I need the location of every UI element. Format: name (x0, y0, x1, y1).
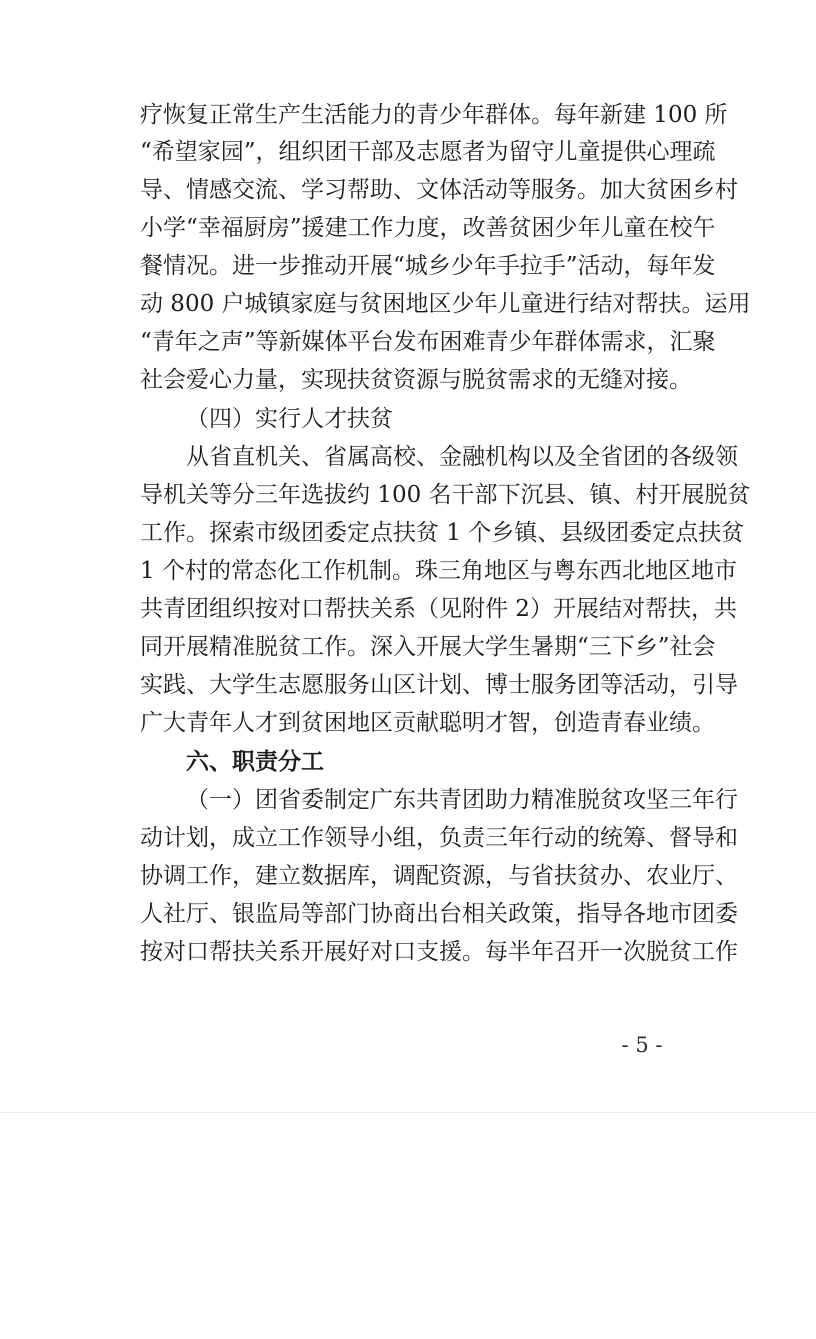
paragraph-line: 动计划，成立工作领导小组，负责三年行动的统筹、督导和 (140, 825, 738, 851)
section-heading: 六、职责分工 (186, 748, 324, 775)
paragraph-line: 人社厅、银监局等部门协商出台相关政策，指导各地市团委 (140, 901, 738, 927)
paragraph-line: 同开展精准脱贫工作。深入开展大学生暑期“三下乡”社会 (140, 634, 716, 660)
subsection-heading: （四）实行人才扶贫 (186, 406, 393, 432)
paragraph-line: “希望家园”，组织团干部及志愿者为留守儿童提供心理疏 (140, 139, 716, 165)
paragraph-line: 广大青年人才到贫困地区贡献聪明才智，创造青春业绩。 (140, 710, 715, 736)
paragraph-line: 按对口帮扶关系开展好对口支援。每半年召开一次脱贫工作 (140, 939, 738, 965)
paragraph-line: 从省直机关、省属高校、金融机构以及全省团的各级领 (186, 444, 738, 470)
paragraph-line: 小学“幸福厨房”援建工作力度，改善贫困少年儿童在校午 (140, 215, 716, 241)
paragraph-line: 1 个村的常态化工作机制。珠三角地区与粤东西北地区地市 (140, 558, 737, 584)
paragraph-line: 协调工作，建立数据库，调配资源，与省扶贫办、农业厅、 (140, 863, 738, 889)
paragraph-line: 导机关等分三年选拔约 100 名干部下沉县、镇、村开展脱贫 (140, 482, 751, 508)
paragraph-line: “青年之声”等新媒体平台发布困难青少年群体需求，汇聚 (140, 329, 716, 355)
paragraph-line: 工作。探索市级团委定点扶贫 1 个乡镇、县级团委定点扶贫 (140, 520, 745, 546)
paragraph-line: 社会爱心力量，实现扶贫资源与脱贫需求的无缝对接。 (140, 367, 692, 393)
paragraph-line: 动 800 户城镇家庭与贫困地区少年儿童进行结对帮扶。运用 (140, 291, 751, 317)
paragraph-line: 餐情况。进一步推动开展“城乡少年手拉手”活动，每年发 (140, 253, 716, 279)
scan-edge-divider (0, 1112, 816, 1113)
paragraph-line: 导、情感交流、学习帮助、文体活动等服务。加大贫困乡村 (140, 177, 738, 203)
page-number: - 5 - (621, 1033, 663, 1057)
paragraph-line: 共青团组织按对口帮扶关系（见附件 2）开展结对帮扶，共 (140, 596, 737, 622)
paragraph-line: （一）团省委制定广东共青团助力精准脱贫攻坚三年行 (186, 787, 738, 813)
paragraph-line: 疗恢复正常生产生活能力的青少年群体。每年新建 100 所 (140, 102, 728, 128)
paragraph-line: 实践、大学生志愿服务山区计划、博士服务团等活动，引导 (140, 672, 738, 698)
